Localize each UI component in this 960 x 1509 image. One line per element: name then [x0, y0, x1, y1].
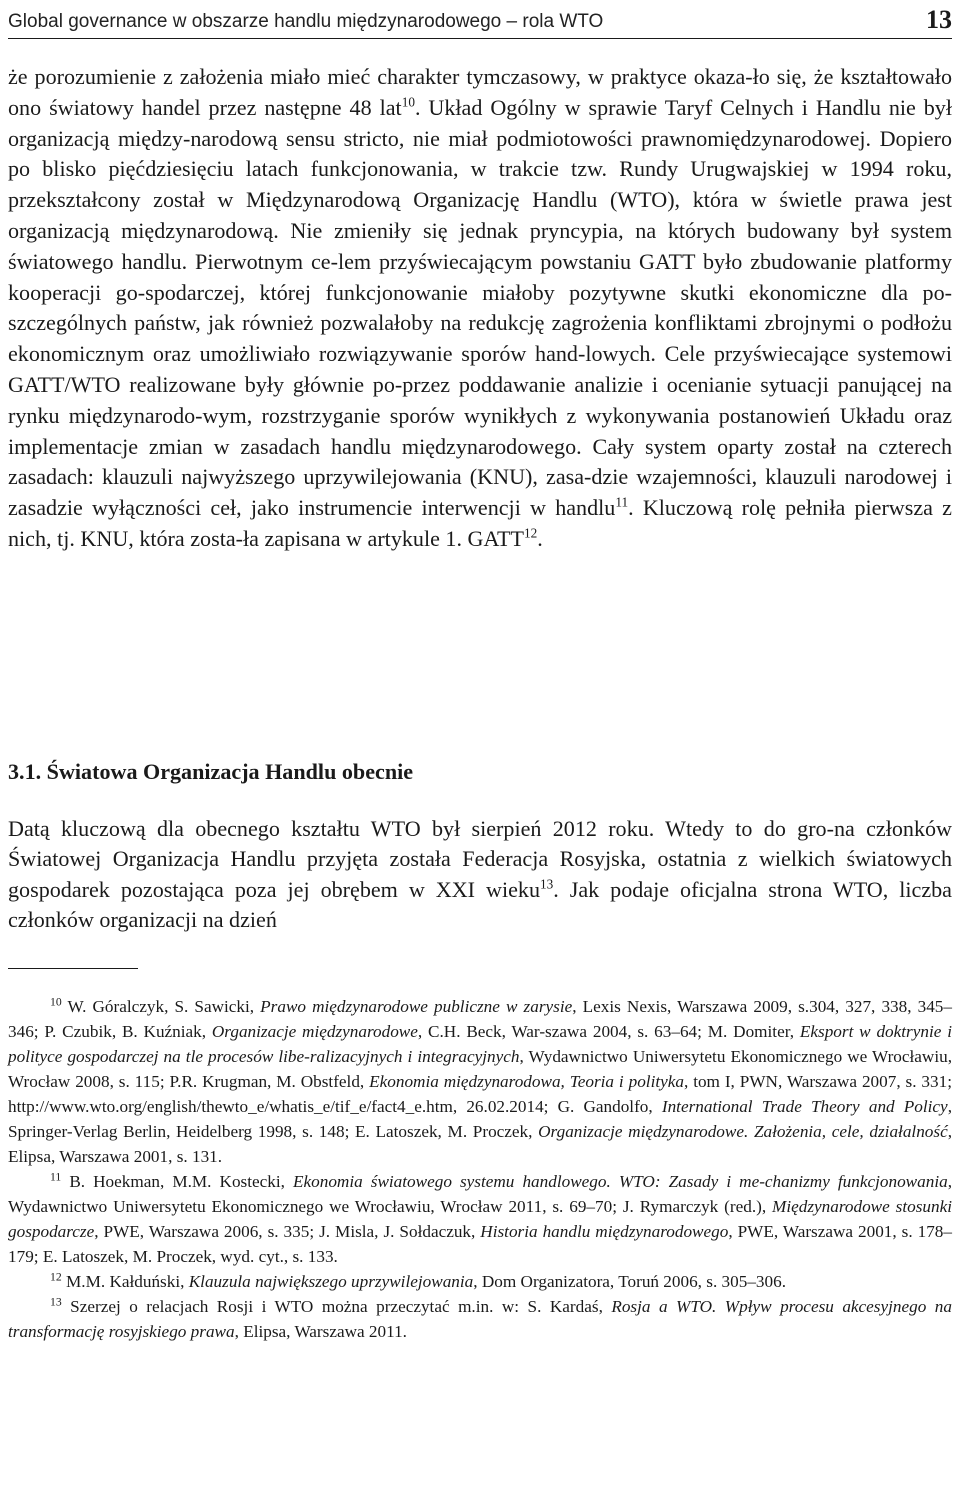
footnote-text: , C.H. Beck, War-szawa 2004, s. 63–64; M. Domiter, — [417, 1022, 800, 1041]
footnote-text: Szerzej o relacjach Rosji i WTO można przeczytać m.in. w: S. Kardaś, — [61, 1297, 612, 1316]
footnote-number: 12 — [50, 1270, 62, 1284]
footnote-text: , Lexis Nexis, Warszawa 2009, s.304, 327, 338, 345–346; P. Czubik, B. Kuźniak, — [8, 997, 952, 1041]
footnote-text: M.M. Kałduński, — [61, 1272, 189, 1291]
footnote-number: 10 — [50, 995, 62, 1009]
paragraph — [8, 62, 952, 555]
footnote-separator — [8, 968, 138, 969]
footnote-title: Organizacje międzynarodowe — [211, 1022, 418, 1041]
footnote-reference[interactable]: 13 — [540, 876, 554, 892]
footnote-text: , Springer-Verlag Berlin, Heidelberg 1998, s. 148; E. Latoszek, M. Proczek, — [8, 1097, 952, 1141]
text-run: . — [537, 525, 543, 551]
footnote-reference[interactable]: 11 — [615, 494, 629, 510]
footnote-text: , PWE, Warszawa 2006, s. 335; J. Misla, J. Sołdaczuk, — [94, 1222, 481, 1241]
footnote-title: Międzynarodowe stosunki gospodarcze — [8, 1197, 952, 1241]
text-run: . Układ Ogólny w sprawie Taryf Celnych i Handlu nie był organizacją między-narodową sensu stricto, nie miał podmiotowości prawnomiędzynarodowej. Dopiero po blisko pięćdziesięciu latach funkcjonowania, w trakcie tzw. Rundy Urugwajskiej w 1994 roku, przekształcony został w Międzynarodową Organizację Handlu (WTO), która w świetle prawa jest organizacją międzynarodową. Nie zmieniły się jednak pryncypia, na których budowany był system światowego handlu. Pierwotnym ce-lem przyświecającym powstaniu GATT było zbudowanie platformy kooperacji go-spodarczej, której funkcjonowanie miałoby pozytywne skutki ekonomiczne dla po-szczególnych państw, jak również pozwalałoby na redukcję zagrożenia konfliktami zbrojnymi o podłożu ekonomicznym oraz umożliwiało rozwiązywanie sporów hand-lowych. Cele przyświecające systemowi GATT/WTO realizowane były głównie po-przez poddawanie analizie i ocenianie sytuacji panującej na rynku międzynarodo-wym, rozstrzyganie sporów wynikłych z wykonywania postanowień Układu oraz implementacje zmian w zasadach handlu międzynarodowego. Cały system oparty został na czterech zasadach: klauzuli najwyższego uprzywilejowania (KNU), zasa-dzie wzajemności, klauzuli narodowej i zasadzie wyłączności ceł, jako instrumencie interwencji w handlu — [8, 94, 952, 521]
footnote-text: , Wydawnictwo Uniwersytetu Ekonomicznego we Wrocławiu, Wrocław 2008, s. 115; P.R. Krugman, M. Obstfeld, — [8, 1047, 952, 1091]
text-run: . Jak podaje oficjalna strona WTO, liczba członków organizacji na dzień — [8, 876, 952, 933]
footnote-11 — [8, 1169, 952, 1269]
section-heading: 3.1. Światowa Organizacja Handlu obecnie — [8, 759, 414, 784]
footnote-title: International Trade Theory and Policy — [661, 1097, 948, 1116]
footnote-title: Eksport w doktrynie i polityce gospodarczej na tle procesów libe-ralizacyjnych i integracyjnych — [8, 1022, 952, 1066]
footnote-reference[interactable]: 10 — [401, 94, 415, 110]
footnote-text: , Dom Organizatora, Toruń 2006, s. 305–306. — [473, 1272, 787, 1291]
body-text — [8, 62, 952, 555]
running-title: Global governance w obszarze handlu międzynarodowego – rola WTO — [8, 11, 604, 32]
footnote-number: 11 — [50, 1170, 62, 1184]
footnote-title: Organizacje międzynarodowe. Założenia, cele, działalność — [538, 1122, 948, 1141]
footnote-title: Klauzula największego uprzywilejowania — [188, 1272, 474, 1291]
footnote-title: Rosja a WTO. Wpływ procesu akcesyjnego na transformację rosyjskiego prawa — [8, 1297, 952, 1341]
footnote-reference[interactable]: 12 — [523, 525, 538, 541]
footnote-10 — [8, 994, 952, 1169]
footnotes — [8, 994, 952, 1344]
footnote-text: W. Góralczyk, S. Sawicki, — [61, 997, 261, 1016]
text-run: Datą kluczową dla obecnego kształtu WTO był sierpień 2012 roku. Wtedy to do gro-na członków Światowej Organizacja Handlu przyjęta została Federacja Rosyjska, ostatnia z wielkich światowych gospodarek pozostająca poza jej obrębem w XXI wieku — [8, 816, 952, 902]
footnote-title: Prawo międzynarodowe publiczne w zarysie — [260, 997, 573, 1016]
footnote-title: Ekonomia międzynarodowa, Teoria i polityka — [369, 1072, 684, 1091]
footnote-text: B. Hoekman, M.M. Kostecki, — [61, 1172, 293, 1191]
page-number: 13 — [926, 5, 952, 34]
footnote-title: Ekonomia światowego systemu handlowego. WTO: Zasady i me-chanizmy funkcjonowania — [293, 1172, 948, 1191]
footnote-number: 13 — [50, 1295, 62, 1309]
text-run: . Kluczową rolę pełniła pierwsza z nich, tj. KNU, która zosta-ła zapisana w artykule 1. GATT — [8, 495, 952, 551]
paragraph — [8, 814, 952, 936]
footnote-title: Historia handlu międzynarodowego — [480, 1222, 729, 1241]
footnote-text: , Elipsa, Warszawa 2001, s. 131. — [8, 1122, 952, 1166]
text-run: że porozumienie z założenia miało mieć charakter tymczasowy, w praktyce okaza-ło się, że kształtowało ono światowy handel przez następne 48 lat — [8, 64, 952, 120]
section-body-text — [8, 814, 952, 936]
footnote-text: , tom I, PWN, Warszawa 2007, s. 331; http://www.wto.org/english/thewto_e/whatis_e/tif_e/fact4_e.htm, 26.02.2014; G. Gandolfo, — [8, 1072, 952, 1116]
page-header — [8, 2, 952, 39]
footnote-12 — [8, 1269, 952, 1294]
footnote-text: , Elipsa, Warszawa 2011. — [234, 1322, 407, 1341]
footnote-text: , PWE, Warszawa 2001, s. 178–179; E. Latoszek, M. Proczek, wyd. cyt., s. 133. — [8, 1222, 952, 1266]
footnote-13 — [8, 1294, 952, 1344]
footnote-text: , Wydawnictwo Uniwersytetu Ekonomicznego we Wrocławiu, Wrocław 2011, s. 69–70; J. Rymarczyk (red.), — [8, 1172, 952, 1216]
